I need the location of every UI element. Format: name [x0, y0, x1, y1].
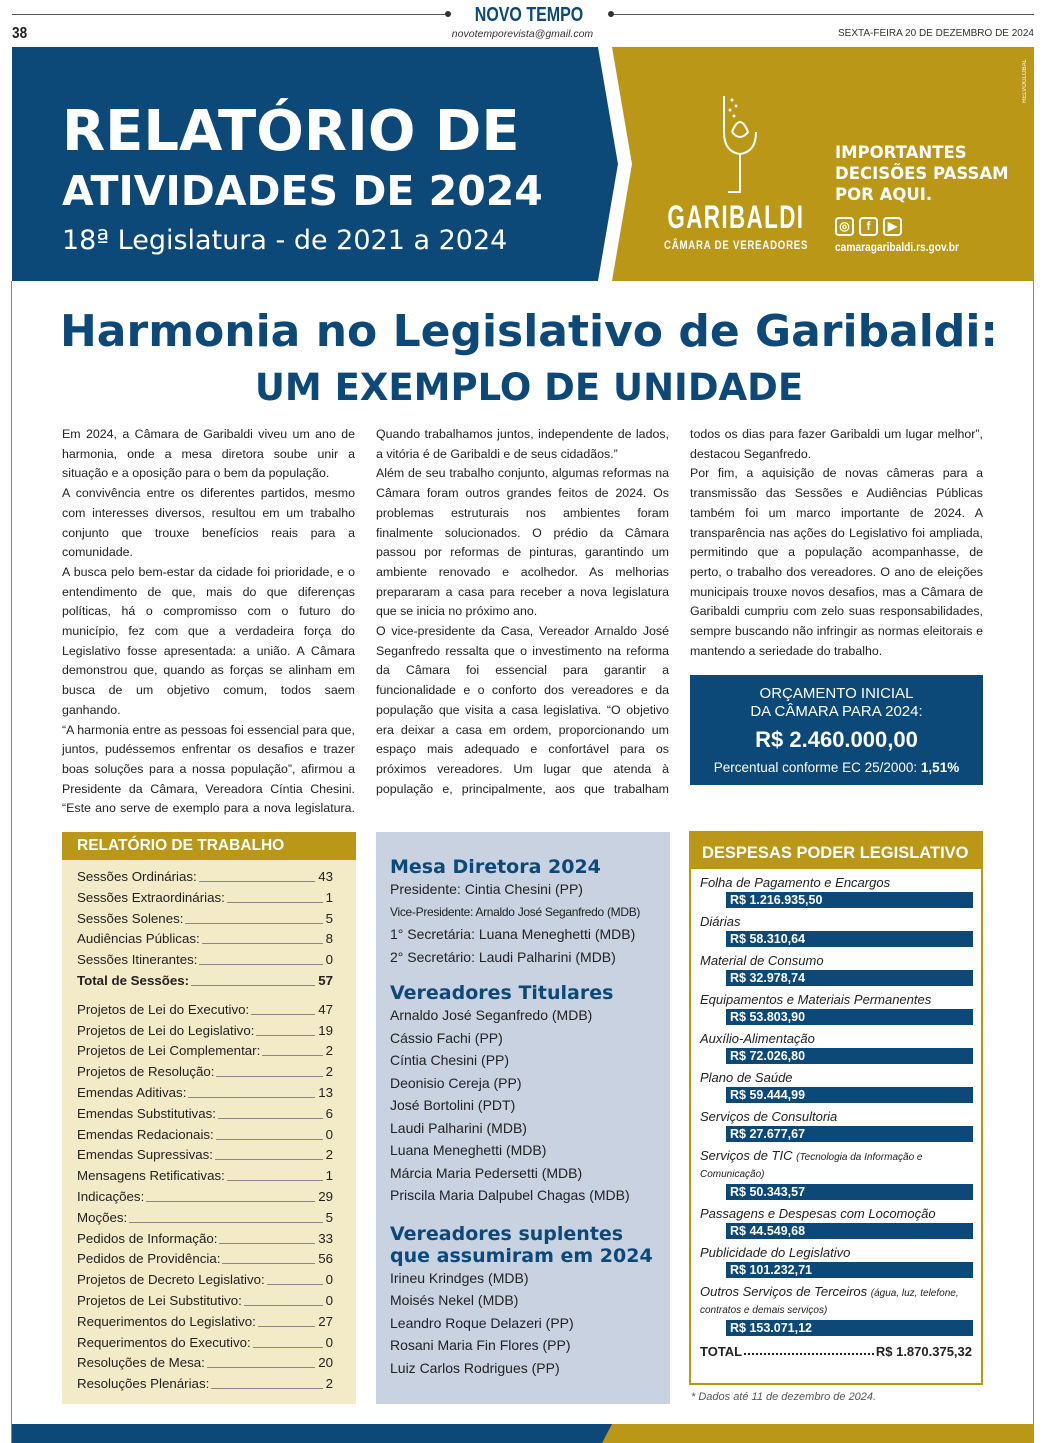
vereador-item: Priscila Maria Dalpubel Chagas (MDB) — [390, 1187, 630, 1203]
despesa-value: R$ 72.026,80 — [726, 1048, 973, 1064]
despesas-total: TOTAL R$ 1.870.375,32 — [700, 1344, 972, 1359]
relatorio-row: Pedidos de Providência: 56 — [77, 1251, 333, 1267]
despesa-item: Outros Serviços de Terceiros (água, luz, telefone, contratos e demais serviços) R$ 153.071,12 — [700, 1284, 981, 1336]
despesa-value: R$ 1.216.935,50 — [726, 892, 973, 908]
relatorio-box — [62, 832, 356, 1404]
relatorio-row: Requerimentos do Legislativo: 27 — [77, 1313, 333, 1329]
despesa-value: R$ 44.549,68 — [726, 1223, 973, 1239]
despesa-item: Folha de Pagamento e Encargos R$ 1.216.935,50 — [700, 875, 981, 908]
relatorio-row: Projetos de Lei Complementar: 2 — [77, 1043, 333, 1059]
youtube-icon: ▶ — [883, 217, 902, 236]
paragraph: Além de seu trabalho conjunto, algumas reformas na Câmara foram outros grandes feitos de 2024. Os problemas estruturais nos ambientes foram finalmente solucionados. O prédio da Câmara passou por reformas de pinturas, garantindo um ambiente renovado e acolhedor. As melhorias prepararam a casa para receber a nova legislatura que se inicia no próximo ano. — [376, 466, 669, 619]
subheadline: UM EXEMPLO DE UNIDADE — [254, 366, 804, 409]
paragraph: Por fim, a aquisição de novas câmeras para a transmissão das Sessões e Audiências Públicas também foi um marco importante de 2024. A transparência nas ações do Legislativo foi ampliada, permitindo que a população acompanhasse, de perto, o trabalho dos vereadores. O ano de eleições municipais trouxe novos desafios, mas a Câmara de Garibaldi cumpriu com zelo suas responsabilidades, sempre buscando não infringir as normas eleitorais e mantendo a seriedade do trabalho. — [690, 466, 983, 658]
despesa-item: Material de Consumo R$ 32.978,74 — [700, 953, 981, 986]
relatorio-row: Total de Sessões: 57 — [77, 973, 333, 988]
titulares-title: Vereadores Titulares — [390, 982, 614, 1004]
suplentes-title: Vereadores suplentes que assumiram em 2024 — [390, 1222, 653, 1267]
relatorio-row: Projetos de Lei do Executivo: 47 — [77, 1001, 333, 1017]
slogan: IMPORTANTES DECISÕES PASSAM POR AQUI. — [835, 143, 1009, 204]
despesa-value: R$ 53.803,90 — [726, 1009, 973, 1025]
vereador-item: Moisés Nekel (MDB) — [390, 1292, 519, 1308]
vereador-item: Deonisio Cereja (PP) — [390, 1074, 522, 1091]
relatorio-row: Projetos de Resolução: 2 — [77, 1064, 333, 1080]
vereador-item: Luiz Carlos Rodrigues (PP) — [390, 1359, 560, 1376]
despesa-item: Diárias R$ 58.310,64 — [700, 914, 981, 947]
vereador-item: Rosani Maria Fin Flores (PP) — [390, 1337, 571, 1353]
relatorio-row: Sessões Solenes: 5 — [77, 910, 333, 926]
relatorio-row: Resoluções de Mesa: 20 — [77, 1355, 333, 1371]
relatorio-row: Emendas Aditivas: 13 — [77, 1085, 333, 1100]
despesa-item: Serviços de Consultoria R$ 27.677,67 — [700, 1109, 981, 1142]
budget-box: ORÇAMENTO INICIAL DA CÂMARA PARA 2024: R$ 2.460.000,00 Percentual conforme EC 25/2000: 1,51% — [690, 675, 983, 785]
relatorio-row: Sessões Extraordinárias: 1 — [77, 889, 333, 905]
relatorio-row: Projetos de Lei do Legislativo: 19 — [77, 1022, 333, 1038]
mesa-box: Mesa Diretora 2024 Presidente: Cintia Chesini (PP) Vice-Presidente: Arnaldo José Seganfredo (MDB) 1° Secretária: Luana Meneghetti (MDB) 2° Secretário: Laudi Palharini (MDB) Vereadores Titulares Arnaldo José Seganfredo (MDB) Cássio Fachi (PP) Cíntia Chesini (PP) Deonisio Cereja (PP) José Bortolini (PDT) Laudi Palharini (MDB) Luana Meneghetti (MDB) Márcia Maria Pedersetti (MDB) Priscila Maria Dalpubel Chagas (MDB) Vereadores suplentes que assumiram em 2024 Irineu Krindges (MDB) Moisés Nekel (MDB) Leandro Roque Delazeri (PP) Rosani Maria Fin Flores (PP) Luiz Carlos Rodrigues (PP) — [376, 832, 670, 1404]
banner-title-2: ATIVIDADES DE 2024 — [62, 167, 543, 215]
paragraph: O vice-presidente da Casa, Vereador Arnaldo José Seganfredo ressalta que o investimento na reforma da Câmara foi essencial para garantir a funcionalidade e o conforto dos vereadores e da população que visita a casa legislativa. “O objetivo era deixar a casa em ordem, proporcionando um espaço mais adequado e confortável para os próximos vereadores. Um lugar que atenda à população e, principalmente, aos que trabalham todos os dias para fazer Garibaldi um lugar melhor”, destacou Seganfredo. — [376, 427, 983, 796]
despesa-value: R$ 59.444,99 — [726, 1087, 973, 1103]
relatorio-row: Moções: 5 — [77, 1209, 333, 1225]
facebook-icon: f — [859, 217, 878, 236]
vereador-item: Cíntia Chesini (PP) — [390, 1052, 510, 1068]
article-body — [62, 425, 983, 820]
despesa-value: R$ 50.343,57 — [726, 1184, 973, 1200]
paragraph: “A harmonia entre as pessoas foi essencial para que, juntos, pudéssemos enfrentar os desafios e trazer boas soluções para a nossa população”, afirmou a Presidente da Câmara, Vereadora Cíntia Chesini. “Este ano serve de exemplo para a nova legislatura. Quando trabalhamos juntos, independente de lados, a vitória é de Garibaldi e de seus cidadãos.” — [62, 427, 669, 816]
header-rule — [612, 14, 1034, 15]
wine-glass-logo-icon — [718, 92, 762, 197]
website-link: camaragaribaldi.rs.gov.br — [835, 240, 959, 254]
vereador-item: Laudi Palharini (MDB) — [390, 1119, 527, 1136]
relatorio-row: Emendas Supressivas: 2 — [77, 1147, 333, 1163]
despesas-title: DESPESAS PODER LEGISLATIVO — [689, 831, 983, 869]
despesa-item: Publicidade do Legislativo R$ 101.232,71 — [700, 1245, 981, 1278]
relatorio-row: Audiências Públicas: 8 — [77, 931, 333, 947]
despesa-value: R$ 101.232,71 — [726, 1262, 973, 1278]
despesa-item: Plano de Saúde R$ 59.444,99 — [700, 1070, 981, 1103]
vereador-item: Márcia Maria Pedersetti (MDB) — [390, 1164, 583, 1181]
paragraph: A busca pelo bem-estar da cidade foi prioridade, e o entendimento de que, mais do que diferenças políticas, há o compromisso com o futuro do município, fez com que a verdadeira força do Legislativo fosse apresentada: a união. A Câmara demonstrou que, quando as forças se alinham em busca de um objetivo comum, todos saem ganhando. — [62, 564, 355, 717]
budget-percent: 1,51% — [920, 760, 960, 776]
vereador-item: Cássio Fachi (PP) — [390, 1029, 503, 1046]
relatorio-row: Requerimentos do Executivo: 0 — [77, 1334, 333, 1350]
despesa-value: R$ 153.071,12 — [726, 1320, 973, 1336]
despesa-item: Auxílio-Alimentação R$ 72.026,80 — [700, 1031, 981, 1064]
despesa-item: Equipamentos e Materiais Permanentes R$ 53.803,90 — [700, 992, 981, 1025]
relatorio-row: Emendas Substitutivas: 6 — [77, 1105, 333, 1121]
despesas-box — [689, 831, 983, 1385]
vereador-item: Leandro Roque Delazeri (PP) — [390, 1314, 574, 1331]
banner-title-1: RELATÓRIO DE — [62, 99, 520, 164]
logo-subtitle: CÂMARA DE VEREADORES — [663, 238, 809, 252]
footer-bar — [12, 1424, 1034, 1443]
relatorio-row: Sessões Ordinárias: 43 — [77, 869, 333, 884]
relatorio-row: Pedidos de Informação: 33 — [77, 1230, 333, 1246]
despesa-value: R$ 32.978,74 — [726, 970, 973, 986]
footnote: * Dados até 11 de dezembro de 2024. — [691, 1391, 877, 1403]
page-number: 38 — [12, 25, 28, 42]
mesa-title: Mesa Diretora 2024 — [390, 856, 601, 878]
vereador-item: José Bortolini (PDT) — [390, 1097, 516, 1113]
despesa-item: Serviços de TIC (Tecnologia da Informação e Comunicação) R$ 50.343,57 — [700, 1148, 981, 1200]
headline: Harmonia no Legislativo de Garibaldi: — [59, 306, 999, 357]
banner — [12, 47, 1034, 281]
instagram-icon: ◎ — [835, 217, 854, 236]
newspaper-email: novotemporevista@gmail.com — [451, 28, 594, 40]
relatorio-row: Sessões Itinerantes: 0 — [77, 952, 333, 968]
budget-amount: R$ 2.460.000,00 — [755, 727, 918, 753]
despesa-item: Passagens e Despesas com Locomoção R$ 44.549,68 — [700, 1206, 981, 1239]
relatorio-row: Mensagens Retificativas: 1 — [77, 1168, 333, 1184]
vereador-item: Arnaldo José Seganfredo (MDB) — [390, 1007, 593, 1023]
logo-name: GARIBALDI — [667, 199, 805, 235]
relatorio-row: Emendas Redacionais: 0 — [77, 1126, 333, 1142]
vereador-item: Irineu Krindges (MDB) — [390, 1269, 529, 1286]
vereador-item: Luana Meneghetti (MDB) — [390, 1142, 547, 1158]
paragraph: Em 2024, a Câmara de Garibaldi viveu um ano de harmonia, onde a mesa diretora soube unir a situação e a oposição para o bem da população. — [62, 427, 355, 481]
despesa-value: R$ 27.677,67 — [726, 1126, 973, 1142]
newspaper-brand: NOVO TEMPO — [474, 4, 584, 26]
issue-date: SEXTA-FEIRA 20 DE DEZEMBRO DE 2024 — [838, 28, 1034, 39]
relatorio-row: Resoluções Plenárias: 2 — [77, 1376, 333, 1392]
relatorio-title: RELATÓRIO DE TRABALHO — [62, 832, 356, 860]
despesa-value: R$ 58.310,64 — [726, 931, 973, 947]
credit: RELVOGLOBAL — [1022, 59, 1028, 103]
header-rule — [12, 14, 448, 15]
paragraph: A convivência entre os diferentes partidos, mesmo com interesses diversos, resultou em um trabalho conjunto que trouxe benefícios reais para a comunidade. — [62, 486, 355, 560]
relatorio-row: Projetos de Lei Substitutivo: 0 — [77, 1293, 333, 1308]
relatorio-row: Projetos de Decreto Legislativo: 0 — [77, 1272, 333, 1288]
banner-subtitle: 18ª Legislatura - de 2021 a 2024 — [62, 225, 508, 256]
relatorio-row: Indicações: 29 — [77, 1189, 333, 1204]
